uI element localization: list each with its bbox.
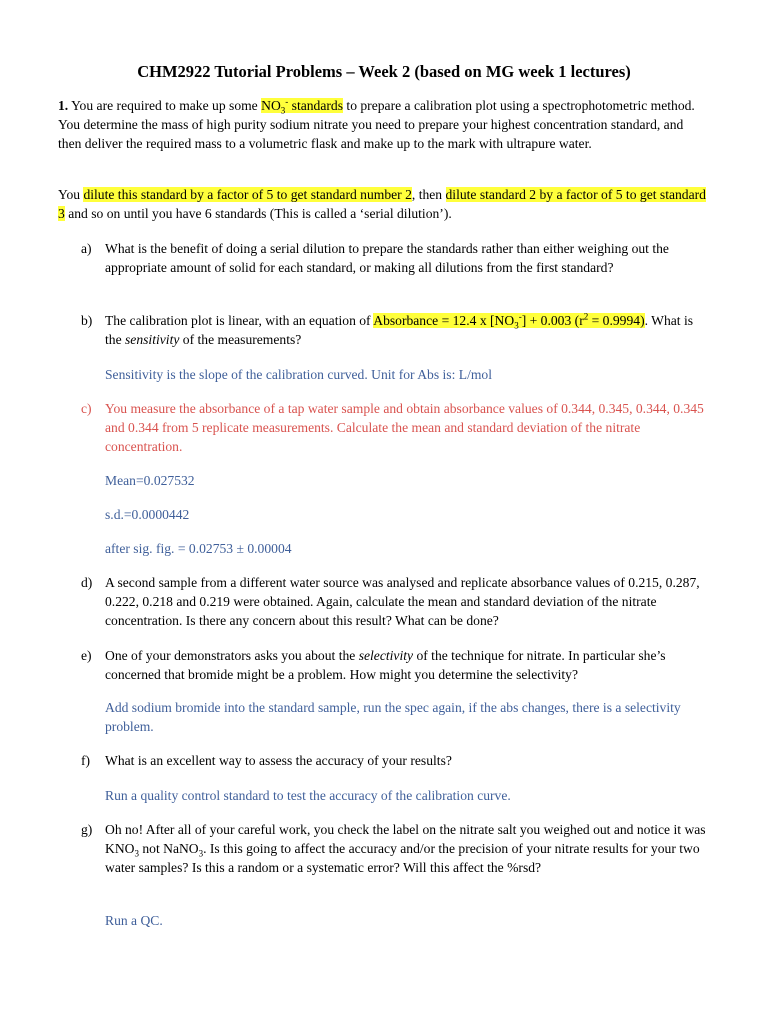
item-text: What is an excellent way to assess the accuracy of your results? <box>105 753 452 768</box>
item-label: a) <box>81 241 92 256</box>
answer-b: Sensitivity is the slope of the calibration curved. Unit for Abs is: L/mol <box>105 367 492 382</box>
text: and so on until you have 6 standards (This is called a ‘serial dilution’). <box>64 206 452 221</box>
item-text: You measure the absorbance of a tap water sample and obtain absorbance values of 0.344, 0.345, 0.344, 0.345 and 0.344 from 5 replicate measurements. Calculate the mean and standard deviation of the nitrate concentration. <box>105 401 704 454</box>
text: NO <box>261 98 281 113</box>
item-text: A second sample from a different water source was analysed and replicate absorbance values of 0.215, 0.287, 0.222, 0.218 and 0.219 were obtained. Again, calculate the mean and standard deviation of the nitrate concentration. Is there any concern about this result? What can be done? <box>105 575 700 628</box>
highlight: dilute this standard by a factor of 5 to get standard number 2 <box>83 187 412 202</box>
superscript: - <box>518 311 522 322</box>
answer-g: Run a QC. <box>105 913 163 928</box>
item-label: e) <box>81 648 92 663</box>
item-label: g) <box>81 822 93 837</box>
subscript: 3 <box>198 848 204 859</box>
item-label: f) <box>81 753 91 768</box>
subscript: 3 <box>514 320 519 331</box>
emphasis: sensitivity <box>125 332 180 347</box>
text: The calibration plot is linear, with an equation of <box>105 313 374 328</box>
answer-c-mean: Mean=0.027532 <box>105 473 195 488</box>
emphasis: selectivity <box>358 648 414 663</box>
serial-dilution-paragraph <box>58 185 708 223</box>
question-number: 1. <box>58 98 69 113</box>
item-text: What is the benefit of doing a serial dilution to prepare the standards rather than either weighing out the appropriate amount of solid for each standard, or making all dilutions from the first standard? <box>105 241 669 275</box>
item-text <box>105 646 710 684</box>
text: Absorbance = 12.4 x [NO <box>373 313 515 328</box>
text: not NaNO <box>138 841 199 856</box>
highlight: dilute standard 2 by a factor of 5 to get standard 3 <box>58 187 706 221</box>
superscript: 2 <box>583 311 589 322</box>
text: , then <box>411 187 446 202</box>
text: You <box>58 187 84 202</box>
text: . Is this going to affect the accuracy and/or the precision of your nitrate results for your two water samples? Is this a random or a systematic error? Will this affect the %rsd? <box>105 841 700 875</box>
text: of the measurements? <box>179 332 302 347</box>
text: One of your demonstrators asks you about the <box>105 648 359 663</box>
text: You are required to make up some <box>68 98 262 113</box>
question-1 <box>58 96 708 153</box>
item-text <box>105 820 710 877</box>
answer-c-sd: s.d.=0.0000442 <box>105 507 190 522</box>
text: standards <box>288 98 344 113</box>
item-label: c) <box>81 401 92 416</box>
text: = 0.9994) <box>588 313 645 328</box>
text: to prepare a calibration plot using a spectrophotometric method. You determine the mass of high purity sodium nitrate you need to prepare your highest concentration standard, and then deliver the required mass to a volumetric flask and make up to the mark with ultrapure water. <box>58 98 695 151</box>
text: . What is the <box>105 313 694 347</box>
text: of the technique for nitrate. In particular she’s concerned that bromide might be a problem. How might you determine the selectivity? <box>105 648 666 682</box>
text: ] + 0.003 (r <box>521 313 584 328</box>
page-title: CHM2922 Tutorial Problems – Week 2 (based on MG week 1 lectures) <box>137 62 631 81</box>
answer-e: Add sodium bromide into the standard sample, run the spec again, if the abs changes, there is a selectivity problem. <box>105 700 681 734</box>
superscript: - <box>285 96 289 107</box>
subscript: 3 <box>280 105 286 116</box>
subscript: 3 <box>134 848 139 859</box>
text: Oh no! After all of your careful work, you check the label on the nitrate salt you weighed out and notice it was KNO <box>105 822 706 856</box>
answer-f: Run a quality control standard to test the accuracy of the calibration curve. <box>105 788 511 803</box>
item-text <box>105 311 710 349</box>
item-label: b) <box>81 313 93 328</box>
highlight <box>373 311 645 331</box>
highlight <box>261 96 344 116</box>
item-label: d) <box>81 575 93 590</box>
answer-c-result: after sig. fig. = 0.02753 ± 0.00004 <box>105 541 292 556</box>
